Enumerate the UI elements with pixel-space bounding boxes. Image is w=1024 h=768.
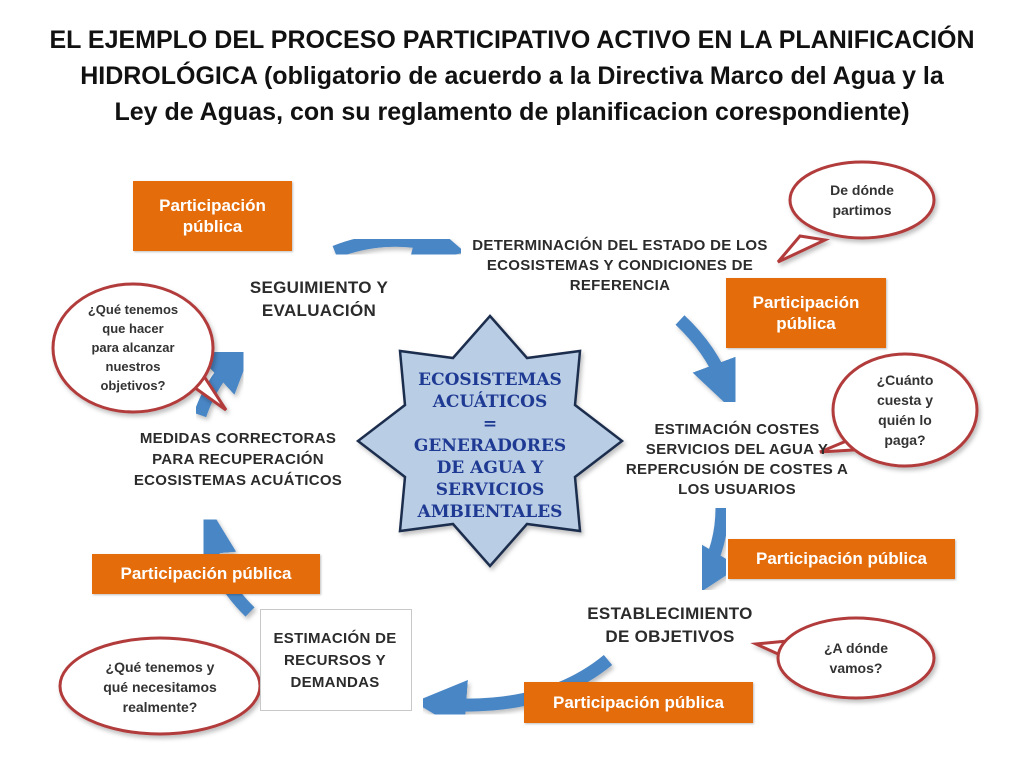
step-line: ECOSISTEMAS Y CONDICIONES DE	[486, 257, 754, 274]
step-line: LOS USUARIOS	[678, 481, 796, 498]
step-line: DEMANDAS	[290, 674, 380, 691]
center-line: AMBIENTALES	[417, 502, 563, 522]
title-line: HIDROLÓGICA (obligatorio de acuerdo a la Directiva Marco del Agua y la	[80, 62, 944, 90]
bubble-line: nuestros	[105, 358, 161, 374]
step-estimacion-costes	[612, 420, 862, 500]
bubble-de-donde-text	[795, 172, 929, 228]
step-recursos	[260, 628, 410, 694]
participacion-box-lower-right	[728, 539, 955, 579]
bubble-line: realmente?	[122, 699, 198, 715]
center-star-label	[385, 366, 595, 526]
pp-line: Participación pública	[756, 549, 927, 569]
bubble-line: quién lo	[878, 412, 932, 428]
bubble-a-donde-text	[790, 632, 922, 684]
step-line: DETERMINACIÓN DEL ESTADO DE LOS	[472, 237, 768, 254]
step-line: DE OBJETIVOS	[605, 627, 735, 646]
title-line: EL EJEMPLO DEL PROCESO PARTICIPATIVO ACTIVO EN LA PLANIFICACIÓN	[49, 26, 975, 54]
step-objetivos	[560, 602, 780, 648]
bubble-line: objetivos?	[100, 377, 166, 393]
step-line: ESTABLECIMIENTO	[587, 604, 753, 623]
participacion-box-bottom	[524, 682, 753, 723]
arrow-costes-to-objetivos	[704, 508, 722, 576]
bubble-line: ¿Qué tenemos y	[105, 659, 215, 675]
step-line: EVALUACIÓN	[261, 301, 377, 320]
step-medidas	[118, 428, 358, 491]
center-line: ACUÁTICOS	[432, 392, 548, 412]
center-line: SERVICIOS	[435, 480, 545, 500]
bubble-line: partimos	[832, 202, 892, 218]
pp-line: Participación	[752, 292, 860, 312]
participacion-box-left	[92, 554, 320, 594]
step-line: MEDIDAS CORRECTORAS	[139, 430, 337, 447]
step-seguimiento	[224, 276, 414, 322]
bubble-line: para alcanzar	[91, 339, 175, 355]
pp-line: pública	[182, 217, 243, 236]
bubble-line: qué necesitamos	[103, 679, 217, 695]
bubble-line: que hacer	[102, 320, 164, 336]
center-line: GENERADORES	[413, 436, 567, 456]
center-line: DE AGUA Y	[436, 458, 544, 478]
bubble-line: ¿A dónde	[823, 640, 889, 656]
step-line: ECOSISTEMAS ACUÁTICOS	[133, 472, 343, 489]
title-line: Ley de Aguas, con su reglamento de planificacion corespondiente)	[114, 98, 910, 126]
bubble-line: cuesta y	[876, 392, 934, 408]
bubble-line: paga?	[884, 432, 926, 448]
step-line: ESTIMACIÓN DE	[273, 630, 397, 647]
bubble-line: vamos?	[829, 660, 883, 676]
arrow-seguimiento-to-determinacion	[335, 240, 440, 252]
step-line: ESTIMACIÓN COSTES	[654, 421, 820, 438]
step-line: PARA RECUPERACIÓN	[152, 451, 324, 468]
bubble-que-hacer-text	[70, 294, 196, 400]
step-line: SERVICIOS DEL AGUA Y	[645, 441, 829, 458]
bubble-line: De dónde	[830, 182, 894, 198]
pp-line: Participación pública	[553, 692, 724, 712]
step-line: REPERCUSIÓN DE COSTES A	[625, 461, 849, 478]
center-line: =	[482, 414, 498, 434]
bubble-que-necesitamos-text	[72, 654, 248, 720]
bubble-line: ¿Cuánto	[876, 372, 934, 388]
step-line: SEGUIMIENTO Y	[249, 278, 389, 297]
step-line: RECURSOS Y	[284, 652, 386, 669]
participacion-box-top-left	[133, 181, 292, 251]
participacion-box-right	[726, 278, 886, 348]
arrow-determinacion-to-costes	[680, 320, 726, 388]
pp-line: Participación	[159, 195, 266, 215]
bubble-cuanto-text	[848, 366, 962, 454]
bubble-line: ¿Qué tenemos	[87, 301, 179, 317]
pp-line: pública	[776, 314, 836, 333]
pp-line: Participación pública	[120, 564, 292, 584]
step-line: REFERENCIA	[569, 277, 671, 294]
center-line: ECOSISTEMAS	[418, 370, 562, 390]
